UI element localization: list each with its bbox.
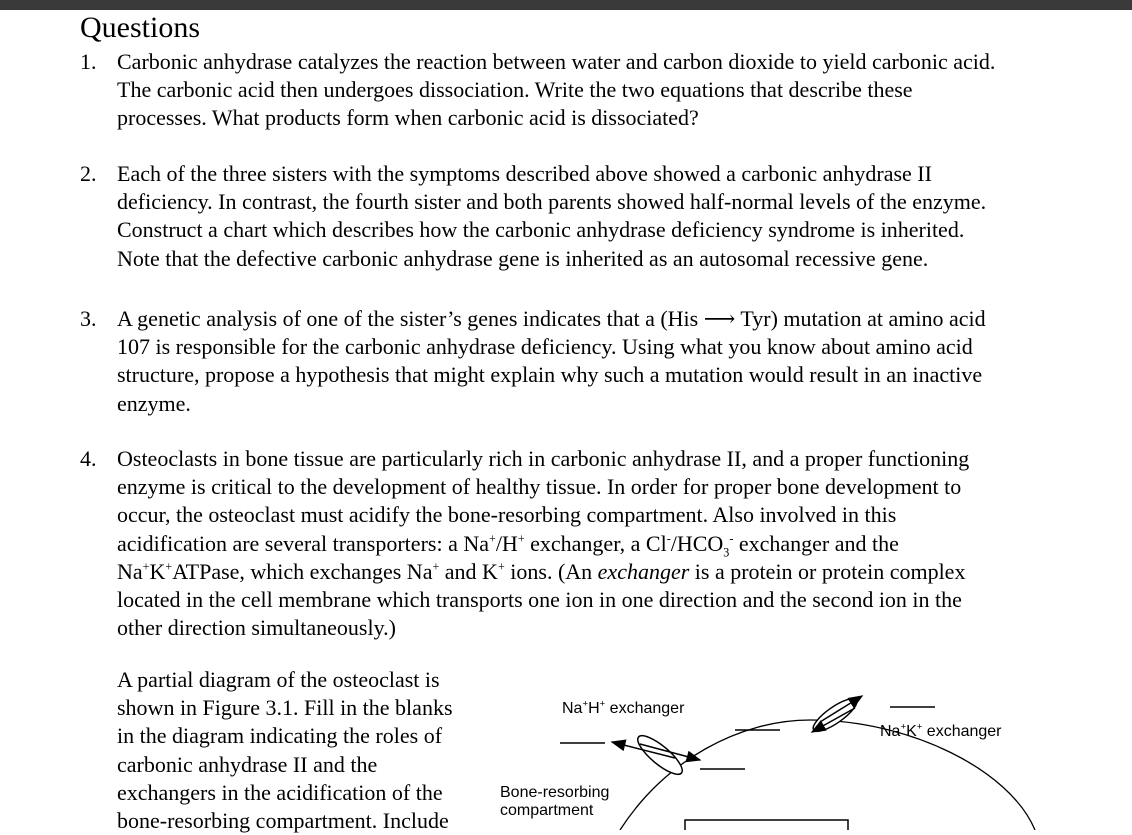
question-line: The carbonic acid then undergoes dissociation. Write the two equations that describe these — [117, 77, 913, 103]
question-line: 107 is responsible for the carbonic anhydrase deficiency. Using what you know about amino acid — [117, 334, 973, 360]
question-line: acidification are several transporters: a Na+/H+ exchanger, a $Cl^-/HCO_3^-$ exchanger and the — [117, 530, 899, 559]
question-line: processes. What products form when carbonic acid is dissociated? — [117, 105, 699, 131]
question-number: 1. — [80, 49, 97, 74]
paragraph-line: carbonic anhydrase II and the — [117, 751, 378, 777]
question-line: A genetic analysis of one of the sister’s genes indicates that a (His ⟶ Tyr) mutation at amino acid — [117, 306, 986, 331]
question-number: 4. — [80, 446, 97, 471]
paragraph-line: shown in Figure 3.1. Fill in the blanks — [117, 695, 453, 721]
paragraph-line: exchangers in the acidification of the — [117, 779, 443, 805]
question-line: occur, the osteoclast must acidify the bone-resorbing compartment. Also involved in this — [117, 502, 897, 528]
question-line: other direction simultaneously.) — [117, 615, 397, 641]
figure-instructions — [117, 666, 453, 835]
question-line: enzyme. — [117, 390, 191, 416]
question-line: deficiency. In contrast, the fourth sister and both parents showed half-normal levels of the enzyme. — [117, 189, 987, 215]
question-line: Each of the three sisters with the symptoms described above showed a carbonic anhydrase II — [117, 161, 932, 186]
question-line: Na+K+ATPase, which exchanges Na+ and K+ ions. (An exchanger is a protein or protein complex — [117, 558, 966, 584]
question-line: enzyme is critical to the development of healthy tissue. In order for proper bone development to — [117, 474, 962, 500]
top-bar — [0, 0, 1132, 10]
question-line: Osteoclasts in bone tissue are particularly rich in carbonic anhydrase II, and a proper functioning — [117, 446, 970, 471]
nah-exchanger-label: Na+H+ exchanger — [562, 698, 685, 717]
nak-exchanger-label: Na+K+ exchanger — [880, 721, 1002, 740]
paragraph-line: A partial diagram of the osteoclast is — [117, 667, 440, 692]
question-number: 3. — [80, 306, 97, 331]
question-line: located in the cell membrane which transports one ion in one direction and the second ion in the — [117, 586, 962, 612]
compartment-label: Bone-resorbing compartment — [500, 784, 610, 819]
question-line: Construct a chart which describes how the carbonic anhydrase deficiency syndrome is inherited. — [117, 217, 965, 243]
question-number: 2. — [80, 161, 97, 186]
question-line: Carbonic anhydrase catalyzes the reaction between water and carbon dioxide to yield carbonic acid. — [117, 49, 996, 74]
paragraph-line: in the diagram indicating the roles of — [117, 723, 443, 749]
page-title: Questions — [80, 11, 200, 44]
question-line: structure, propose a hypothesis that might explain why such a mutation would result in an inactive — [117, 362, 983, 388]
question-line: Note that the defective carbonic anhydrase gene is inherited as an autosomal recessive gene. — [117, 245, 929, 271]
paragraph-line: bone-resorbing compartment. Include — [117, 807, 449, 833]
